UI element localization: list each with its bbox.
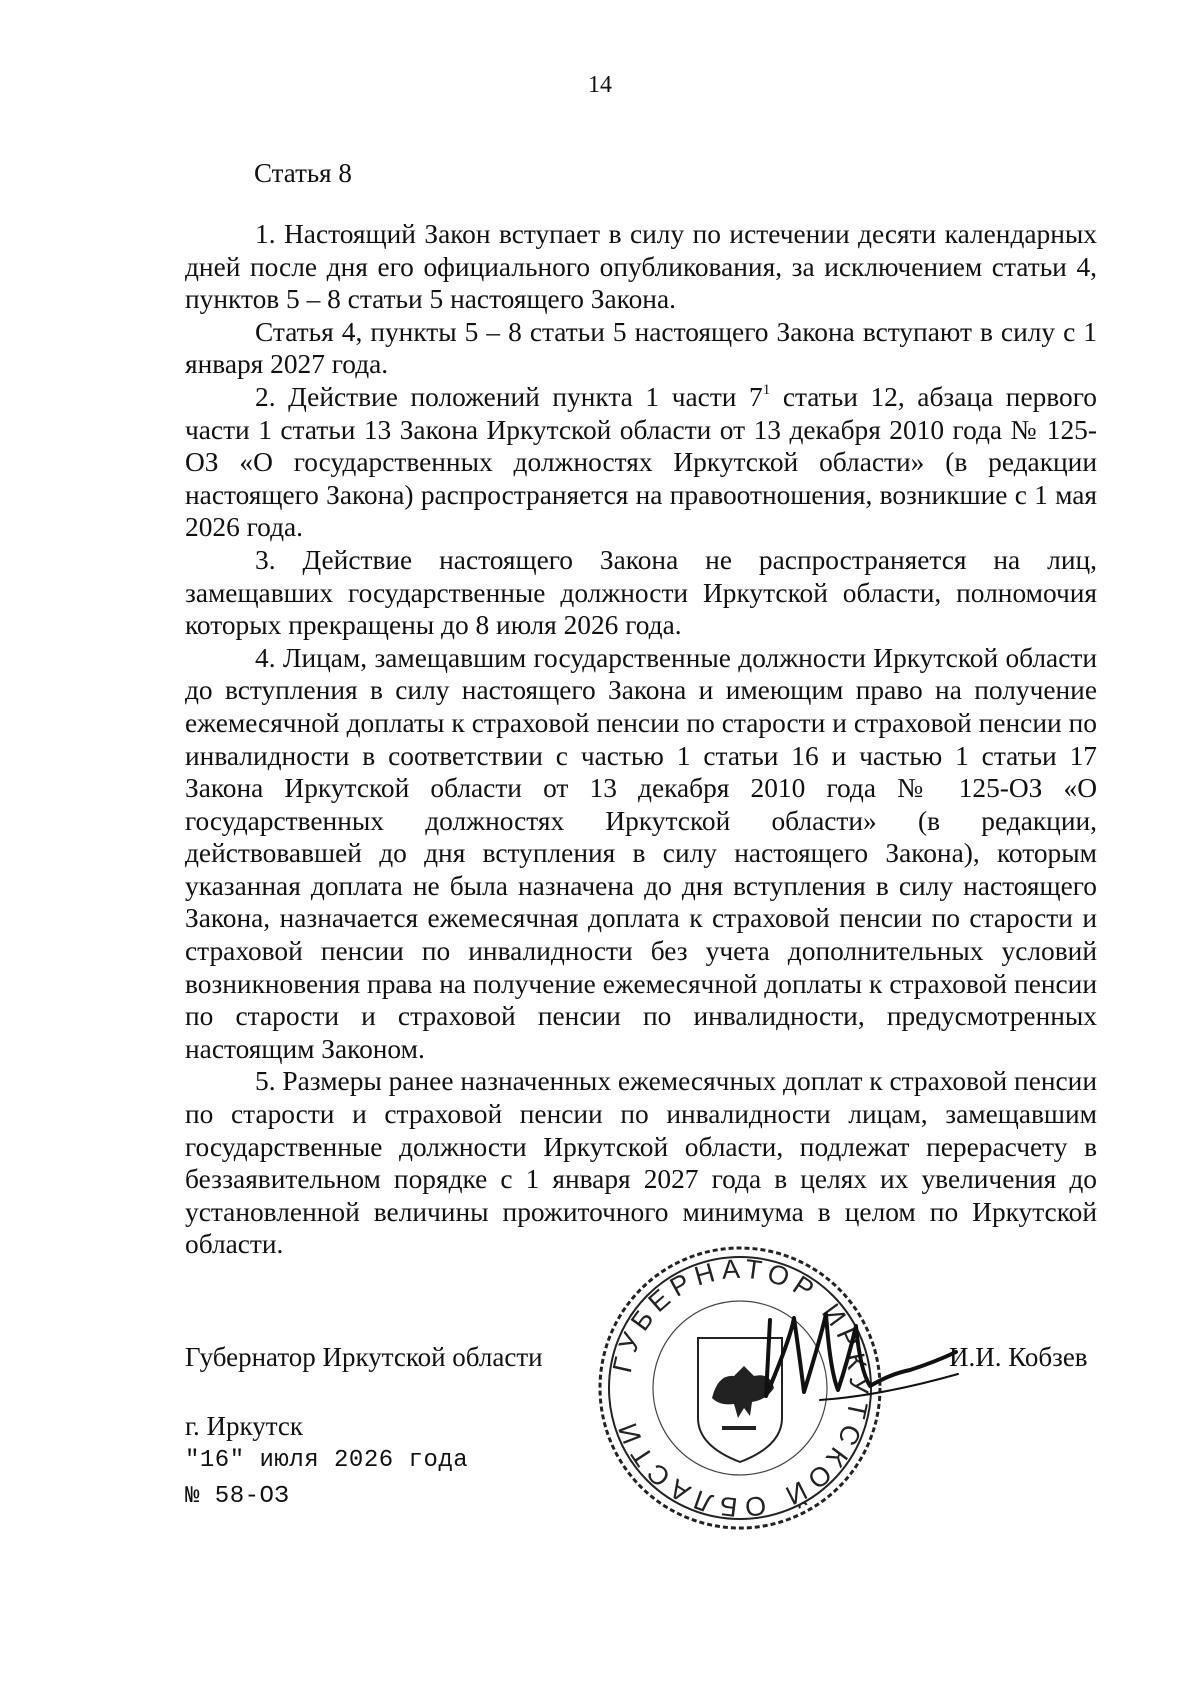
svg-text:ГУБЕРНАТОР ИРКУТСКОЙ ОБЛАСТИ: ГУБЕРНАТОР ИРКУТСКОЙ ОБЛАСТИ — [606, 1253, 875, 1523]
signing-city: г. Иркутск — [185, 1411, 303, 1441]
signing-date: "16" июля 2026 года — [185, 1447, 469, 1474]
paragraph-2-start: 2. Действие положений пункта 1 части 7 — [255, 381, 763, 412]
handwritten-signature — [760, 1300, 960, 1410]
article-body — [185, 218, 1097, 1261]
paragraph-2-superscript: 1 — [762, 381, 771, 398]
article-title: Статья 8 — [254, 158, 352, 188]
governor-title: Губернатор Иркутской области — [185, 1342, 543, 1372]
page-number: 14 — [588, 72, 612, 98]
paragraph-1b — [185, 316, 1097, 381]
paragraph-4: 4. Лицам, замещавшим государственные должности Иркутской области до вступления в силу настоящего Закона и имеющим право на получение ежемесячной доплаты к страховой пенсии по старости и страховой пенсии по инвалидности в соответствии с частью 1 статьи 16 и частью 1 статьи 17 Закона Иркутской области от 13 декабря 2010 года № 125-ОЗ «О государственных должностях Иркутской области» (в редакции, действовавшей до дня вступления в силу настоящего Закона), которым указанная доплата не была назначена до дня вступления в силу настоящего Закона, назначается ежемесячная доплата к страховой пенсии по старости и страховой пенсии по инвалидности без учета дополнительных условий возникновения права на получение ежемесячной доплаты к страховой пенсии по старости и страховой пенсии по инвалидности, предусмотренных настоящим Законом. — [185, 642, 1097, 1064]
paragraph-1: 1. Настоящий Закон вступает в силу по истечении десяти календарных дней после дня его официального опубликования, за исключением статьи 4, пунктов 5 – 8 статьи 5 настоящего Закона. — [185, 219, 1097, 315]
paragraph-5: 5. Размеры ранее назначенных ежемесячных доплат к страховой пенсии по старости и страховой пенсии по инвалидности лицам, замещавшим государственные должности Иркутской области, подлежат перерасчету в беззаявительном порядке с 1 января 2027 года в целях их увеличения до установленной величины прожиточного минимума в целом по Иркутской области. — [185, 1066, 1097, 1260]
paragraph-2 — [185, 381, 1097, 544]
paragraph-1b-text: Статья 4, пункты 5 – 8 статьи 5 настоящего Закона вступают в силу с 1 января 2027 года. — [185, 316, 1097, 380]
law-number: № 58-ОЗ — [185, 1483, 290, 1510]
paragraph-3: 3. Действие настоящего Закона не распространяется на лиц, замещавших государственные должности Иркутской области, полномочия которых прекращены до 8 июля 2026 года. — [185, 544, 1097, 641]
paragraph-2-rest: статьи 12, абзаца первого части 1 статьи 13 Закона Иркутской области от 13 декабря 2010 года № 125-ОЗ «О государственных должностях Иркутской области» (в редакции настоящего Закона) распространяется на правоотношения, возникшие с 1 мая 2026 года. — [185, 381, 1097, 543]
governor-name: И.И. Кобзев — [949, 1342, 1088, 1372]
